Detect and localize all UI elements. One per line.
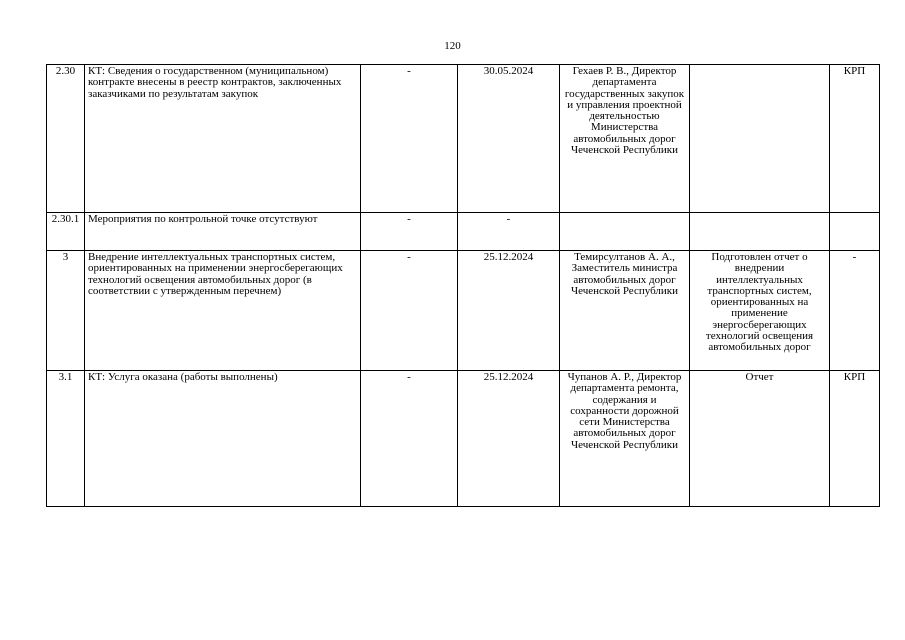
- row-name: Мероприятия по контрольной точке отсутствуют: [85, 213, 361, 251]
- table-row: [47, 371, 880, 507]
- row-end: 30.05.2024: [458, 65, 560, 213]
- row-control: -: [830, 251, 880, 371]
- row-start: -: [361, 65, 458, 213]
- table-row: [47, 65, 880, 213]
- row-number: 3: [47, 251, 85, 371]
- row-end: -: [458, 213, 560, 251]
- table-row: [47, 251, 880, 371]
- row-start: -: [361, 371, 458, 507]
- table-row: [47, 213, 880, 251]
- row-responsible: Чупанов А. Р., Директор департамента ремонта, содержания и сохранности дорожной сети Министерства автомобильных дорог Чеченской Республики: [560, 371, 690, 507]
- row-name: Внедрение интеллектуальных транспортных систем, ориентированных на применении энергосберегающих технологий освещения автомобильных дорог (в соответствии с утвержденным перечнем): [85, 251, 361, 371]
- row-control: КРП: [830, 371, 880, 507]
- row-start: -: [361, 251, 458, 371]
- row-responsible: Гехаев Р. В., Директор департамента государственных закупок и управления проектной деятельностью Министерства автомобильных дорог Чеченской Республики: [560, 65, 690, 213]
- row-number: 3.1: [47, 371, 85, 507]
- row-end: 25.12.2024: [458, 371, 560, 507]
- row-control: [830, 213, 880, 251]
- row-result: [690, 213, 830, 251]
- row-responsible: [560, 213, 690, 251]
- page-number: 120: [444, 40, 461, 52]
- row-end: 25.12.2024: [458, 251, 560, 371]
- row-result: [690, 65, 830, 213]
- row-name: КТ: Сведения о государственном (муниципальном) контракте внесены в реестр контрактов, заключенных заказчиками по результатам закупок: [85, 65, 361, 213]
- row-control: КРП: [830, 65, 880, 213]
- plan-table: [46, 64, 880, 507]
- row-responsible: Темирсултанов А. А., Заместитель министра автомобильных дорог Чеченской Республики: [560, 251, 690, 371]
- row-result: Подготовлен отчет о внедрении интеллектуальных транспортных систем, ориентированных на применение энергосберегающих технологий освещения автомобильных дорог: [690, 251, 830, 371]
- row-number: 2.30.1: [47, 213, 85, 251]
- row-number: 2.30: [47, 65, 85, 213]
- row-result: Отчет: [690, 371, 830, 507]
- row-name: КТ: Услуга оказана (работы выполнены): [85, 371, 361, 507]
- row-start: -: [361, 213, 458, 251]
